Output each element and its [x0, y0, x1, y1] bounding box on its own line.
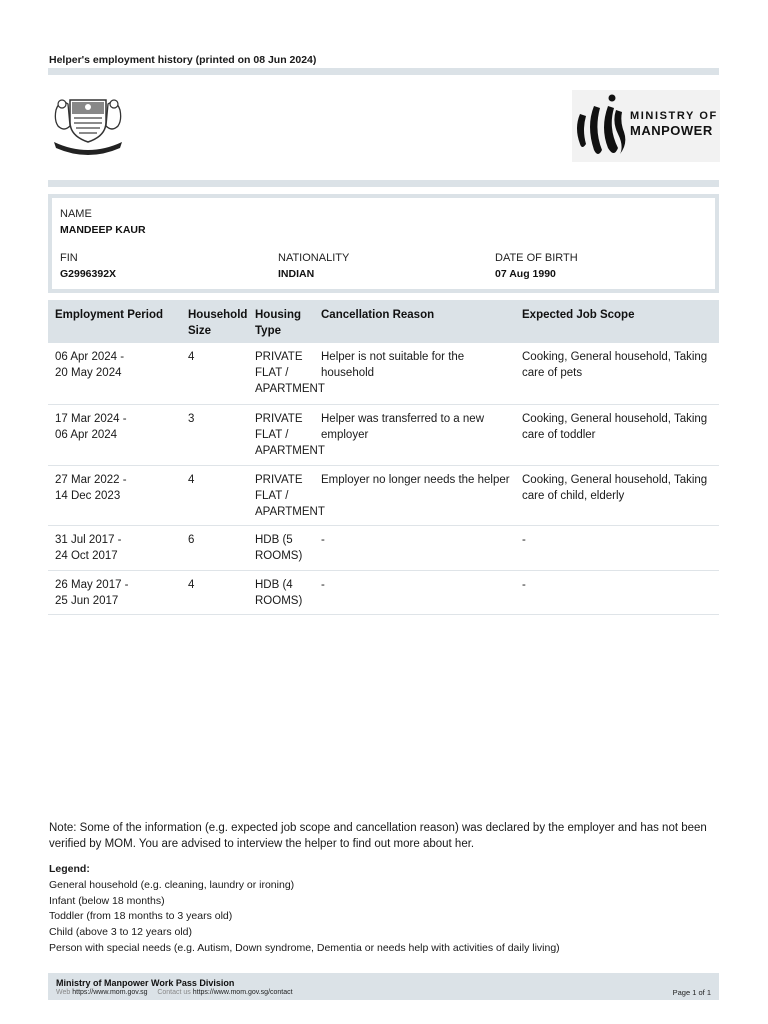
cancellation-line: Helper was transferred to a new [321, 413, 484, 425]
footer-title: Ministry of Manpower Work Pass Division [56, 978, 235, 988]
job-scope-cell [522, 532, 526, 548]
column-header-housing-line-2: Type [255, 325, 281, 337]
job-scope-cell [522, 411, 707, 443]
job-scope-line: Cooking, General household, Taking [522, 474, 708, 486]
housing-line: APARTMENT [255, 506, 325, 518]
cancellation-line: household [321, 367, 375, 379]
housing-line: PRIVATE [255, 413, 303, 425]
web-label: Web [56, 989, 71, 996]
period-end: 14 Dec 2023 [55, 490, 121, 502]
period-end: 25 Jun 2017 [55, 595, 119, 607]
column-header-period: Employment Period [55, 309, 163, 321]
housing-line: FLAT / [255, 367, 289, 379]
contact-label: Contact us [157, 989, 191, 996]
job-scope-line: care of child, elderly [522, 490, 625, 502]
period-start: 31 Jul 2017 - [55, 534, 122, 546]
cancellation-reason-cell [321, 472, 510, 488]
legend-title: Legend: [49, 863, 90, 875]
helper-info-box [48, 194, 719, 293]
period-end: 24 Oct 2017 [55, 550, 118, 562]
verification-note: Note: Some of the information (e.g. expected job scope and cancellation reason) was declared by the employer and has not been verified by MOM. You are advised to interview the helper to find out more about her. [49, 822, 707, 850]
housing-type-cell [255, 577, 302, 609]
period-cell [55, 472, 127, 504]
cancellation-line: Helper is not suitable for the [321, 351, 465, 363]
cancellation-reason-cell [321, 532, 325, 548]
header-divider [48, 68, 719, 75]
page-footer [48, 973, 719, 1000]
period-start: 27 Mar 2022 - [55, 474, 127, 486]
housing-line: FLAT / [255, 429, 289, 441]
dob-label: DATE OF BIRTH [495, 252, 578, 264]
column-header-household-line-1: Household [188, 309, 248, 321]
mom-figure-icon [572, 92, 628, 160]
job-scope-line: Cooking, General household, Taking [522, 351, 708, 363]
cancellation-line: Employer no longer needs the helper [321, 474, 510, 486]
housing-type-cell [255, 472, 325, 520]
housing-line: HDB (4 [255, 579, 293, 591]
household-size-cell: 3 [188, 413, 195, 425]
household-size-cell: 6 [188, 534, 195, 546]
contact-link[interactable]: https://www.mom.gov.sg/contact [192, 989, 293, 996]
job-scope-line: Cooking, General household, Taking [522, 413, 708, 425]
housing-line: FLAT / [255, 490, 289, 502]
legend-item: Person with special needs (e.g. Autism, Down syndrome, Dementia or needs help with activities of daily living) [49, 941, 560, 954]
job-scope-cell [522, 349, 707, 381]
fin-value: G2996392X [60, 268, 117, 280]
housing-line: APARTMENT [255, 383, 325, 395]
dob-value: 07 Aug 1990 [495, 268, 556, 280]
legend-item: Toddler (from 18 months to 3 years old) [49, 910, 233, 923]
legend [49, 862, 560, 957]
period-start: 06 Apr 2024 - [55, 351, 125, 363]
household-size-cell: 4 [188, 474, 195, 486]
ministry-of-manpower-logo [572, 90, 720, 162]
column-header-housing [255, 307, 301, 339]
housing-line: ROOMS) [255, 550, 303, 562]
column-header-cancellation: Cancellation Reason [321, 309, 435, 321]
period-cell [55, 577, 129, 609]
cancellation-line: - [321, 534, 325, 546]
household-size-cell: 4 [188, 351, 195, 363]
section-divider [48, 180, 719, 187]
housing-line: PRIVATE [255, 351, 303, 363]
period-start: 26 May 2017 - [55, 579, 129, 591]
cancellation-reason-cell [321, 577, 325, 593]
job-scope-line: care of toddler [522, 429, 596, 441]
cancellation-reason-cell [321, 411, 484, 443]
housing-line: ROOMS) [255, 595, 303, 607]
period-cell [55, 411, 127, 443]
table-row [48, 343, 719, 405]
fin-label: FIN [60, 252, 78, 264]
page-number: Page 1 of 1 [672, 988, 711, 997]
housing-type-cell [255, 349, 325, 397]
column-header-household-line-2: Size [188, 325, 212, 337]
period-end: 20 May 2024 [55, 367, 122, 379]
legend-item: Infant (below 18 months) [49, 894, 165, 907]
job-scope-line: - [522, 534, 526, 546]
logo-line-2: MANPOWER [630, 123, 713, 138]
job-scope-line: care of pets [522, 367, 583, 379]
table-row [48, 405, 719, 466]
logo-line-1: MINISTRY OF [630, 110, 718, 122]
name-label: NAME [60, 208, 92, 220]
nationality-value: INDIAN [278, 268, 315, 280]
column-header-job-scope: Expected Job Scope [522, 309, 635, 321]
column-header-housing-line-1: Housing [255, 309, 301, 321]
cancellation-line: employer [321, 429, 369, 441]
cancellation-line: - [321, 579, 325, 591]
period-cell [55, 349, 124, 381]
legend-item: General household (e.g. cleaning, laundry or ironing) [49, 878, 295, 891]
table-row [48, 571, 719, 615]
housing-line: HDB (5 [255, 534, 293, 546]
column-header-household [188, 307, 247, 339]
housing-line: APARTMENT [255, 445, 325, 457]
table-row [48, 526, 719, 571]
singapore-crest-icon [50, 92, 126, 158]
footer-links [56, 989, 293, 996]
period-cell [55, 532, 122, 564]
housing-type-cell [255, 411, 325, 459]
cancellation-reason-cell [321, 349, 464, 381]
period-end: 06 Apr 2024 [55, 429, 118, 441]
nationality-label: NATIONALITY [278, 252, 350, 264]
housing-type-cell [255, 532, 302, 564]
job-scope-cell [522, 577, 526, 593]
housing-line: PRIVATE [255, 474, 303, 486]
employment-table-header [48, 300, 719, 343]
web-link[interactable]: https://www.mom.gov.sg [72, 989, 148, 996]
name-value: MANDEEP KAUR [60, 224, 146, 236]
job-scope-line: - [522, 579, 526, 591]
legend-item: Child (above 3 to 12 years old) [49, 926, 192, 939]
period-start: 17 Mar 2024 - [55, 413, 127, 425]
document-title: Helper's employment history (printed on 08 Jun 2024) [49, 54, 317, 66]
household-size-cell: 4 [188, 579, 195, 591]
table-row [48, 466, 719, 526]
job-scope-cell [522, 472, 707, 504]
